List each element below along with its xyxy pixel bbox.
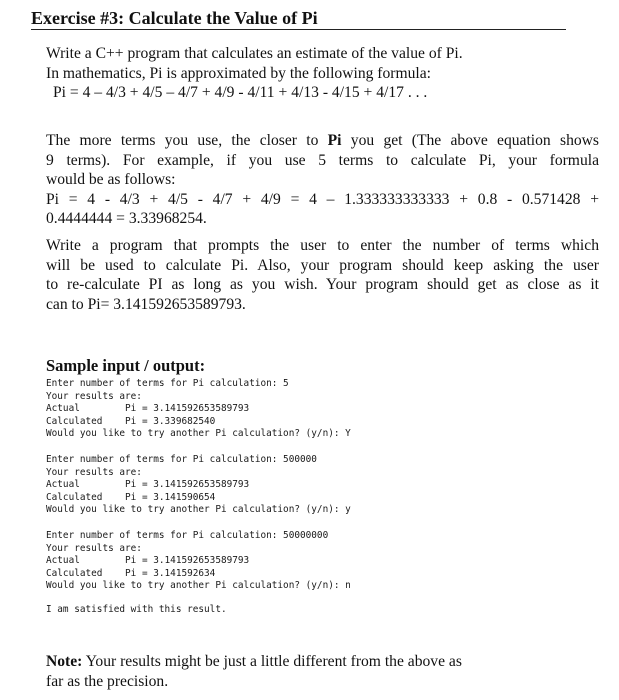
- console-line: Actual Pi = 3.141592653589793: [46, 403, 250, 415]
- console-line: Enter number of terms for Pi calculation: 50000000: [46, 530, 329, 541]
- console-line: Your results are:: [46, 466, 142, 478]
- terms-paragraph: [46, 131, 599, 229]
- terms-line: 9 terms). For example, if you use 5 terms to calculate Pi, your formula: [46, 151, 599, 169]
- console-line: Calculated Pi = 3.339682540: [46, 415, 216, 427]
- terms-line-end: you get (The above equation shows: [341, 132, 599, 149]
- console-line: Your results are:: [46, 390, 142, 402]
- note-line: far as the precision.: [46, 673, 169, 690]
- precision-note: [46, 652, 606, 692]
- note-line: [46, 652, 606, 672]
- pi-emphasis: Pi: [327, 132, 342, 149]
- console-line: I am satisfied with this result.: [46, 604, 227, 615]
- console-line: Calculated Pi = 3.141590654: [46, 491, 216, 503]
- console-line: Would you like to try another Pi calculation? (y/n): n: [46, 580, 351, 592]
- title-underline: [31, 29, 566, 30]
- console-line: Enter number of terms for Pi calculation: 500000: [46, 454, 317, 465]
- console-line: Actual Pi = 3.141592653589793: [46, 555, 250, 567]
- task-line: will be used to calculate Pi. Also, your program should keep asking the user: [46, 256, 599, 274]
- note-label: Note:: [46, 653, 83, 670]
- sample-io-heading: Sample input / output:: [46, 356, 206, 375]
- console-run: [46, 378, 351, 441]
- note-text: Your results might be just a little different from the above as: [82, 653, 462, 670]
- task-line: Write a program that prompts the user to enter the number of terms which: [46, 237, 599, 254]
- console-run: [46, 530, 351, 593]
- console-line: Enter number of terms for Pi calculation: 5: [46, 378, 289, 389]
- exercise-title: Exercise #3: Calculate the Value of Pi: [31, 8, 318, 28]
- intro-line: Write a C++ program that calculates an estimate of the value of Pi.: [46, 45, 463, 62]
- pi-series-formula: Pi = 4 – 4/3 + 4/5 – 4/7 + 4/9 - 4/11 + 4/13 - 4/15 + 4/17 . . .: [53, 84, 428, 101]
- console-line: Would you like to try another Pi calculation? (y/n): Y: [46, 428, 351, 440]
- console-line: Your results are:: [46, 542, 142, 554]
- task-paragraph: [46, 236, 599, 314]
- console-line: Would you like to try another Pi calculation? (y/n): y: [46, 504, 351, 516]
- terms-line: would be as follows:: [46, 171, 176, 188]
- intro-paragraph: [46, 44, 599, 103]
- terms-line-start: The more terms you use, the closer to: [46, 132, 328, 149]
- console-line: Calculated Pi = 3.141592634: [46, 567, 216, 579]
- five-term-formula: Pi = 4 - 4/3 + 4/5 - 4/7 + 4/9 = 4 – 1.333333333333 + 0.8 - 0.571428 +: [46, 190, 599, 208]
- terms-line: [46, 131, 599, 151]
- console-closing: [46, 604, 227, 617]
- console-run: [46, 454, 351, 517]
- console-line: Actual Pi = 3.141592653589793: [46, 479, 250, 491]
- intro-line: In mathematics, Pi is approximated by the following formula:: [46, 64, 432, 82]
- five-term-result: 0.4444444 = 3.33968254.: [46, 210, 207, 227]
- task-line: to re-calculate PI as long as you wish. Your program should get as close as it: [46, 276, 599, 293]
- task-line: can to Pi= 3.141592653589793.: [46, 295, 246, 313]
